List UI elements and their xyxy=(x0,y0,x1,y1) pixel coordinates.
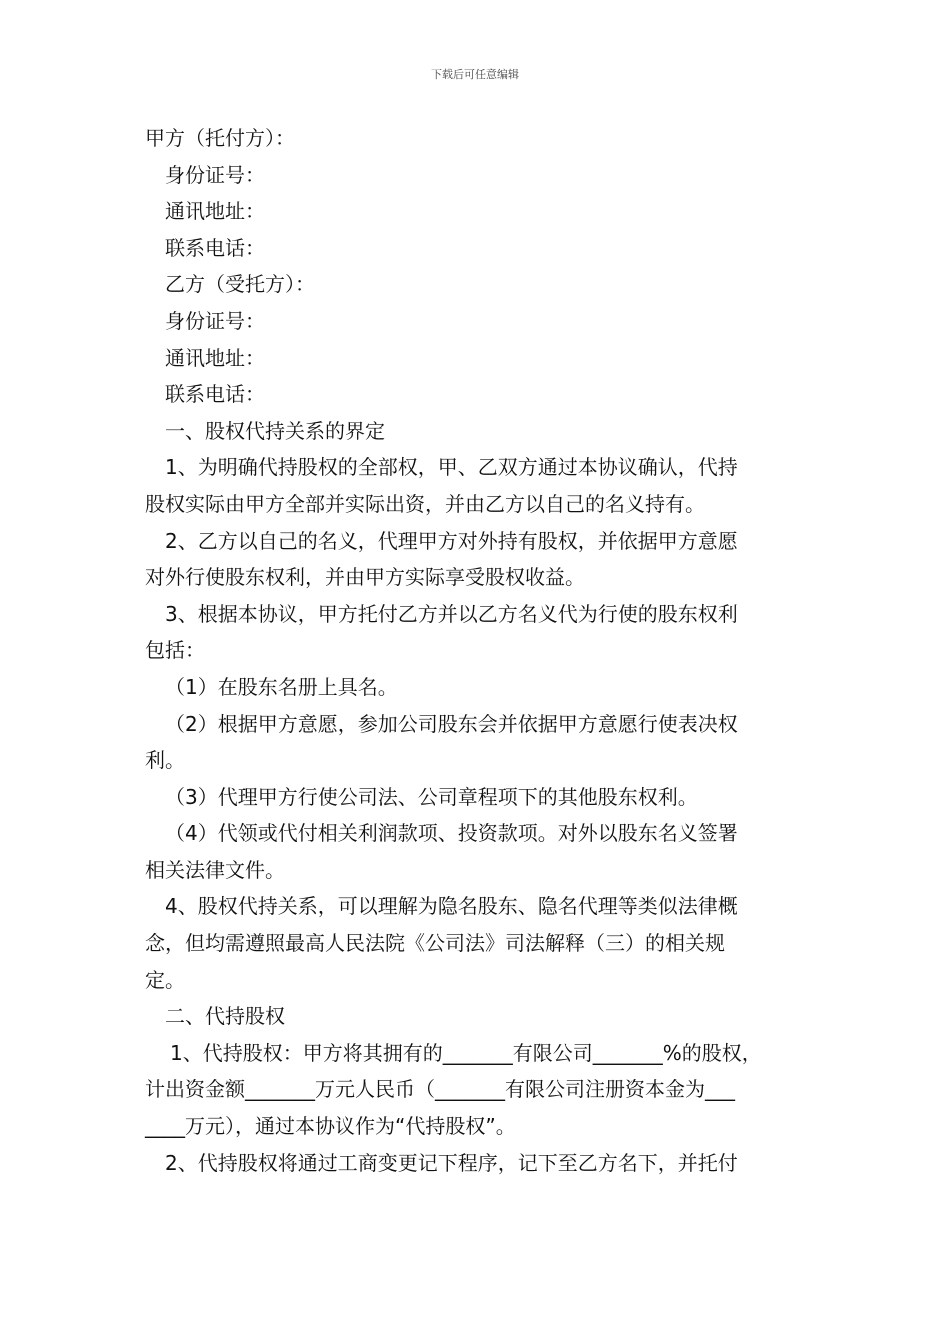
document-line: 1、为明确代持股权的全部权，甲、乙双方通过本协议确认，代持 xyxy=(165,455,738,480)
document-line: （1）在股东名册上具名。 xyxy=(165,674,398,699)
document-line: 通讯地址： xyxy=(165,345,265,370)
document-line: ____万元），通过本协议作为“代持股权”。 xyxy=(145,1114,516,1139)
document-body xyxy=(145,120,810,1181)
document-line: 身份证号： xyxy=(165,308,265,333)
page-header: 下载后可任意编辑 xyxy=(431,68,519,81)
document-line: 相关法律文件。 xyxy=(145,857,285,882)
document-line: 定。 xyxy=(145,967,185,992)
document-line: 2、乙方以自己的名义，代理甲方对外持有股权，并依据甲方意愿 xyxy=(165,528,738,553)
document-line: 甲方（托付方）： xyxy=(145,126,295,150)
document-line: （2）根据甲方意愿，参加公司股东会并依据甲方意愿行使表决权 xyxy=(165,711,738,736)
document-line: 1、代持股权：甲方将其拥有的_______有限公司_______%的股权， xyxy=(170,1040,762,1065)
document-line: 股权实际由甲方全部并实际出资，并由乙方以自己的名义持有。 xyxy=(145,491,705,516)
document-line: 一、股权代持关系的界定 xyxy=(165,418,385,443)
document-line: 2、代持股权将通过工商变更记下程序，记下至乙方名下，并托付 xyxy=(165,1150,738,1175)
document-line: 计出资金额_______万元人民币（_______有限公司注册资本金为___ xyxy=(145,1077,735,1102)
document-line: 4、股权代持关系，可以理解为隐名股东、隐名代理等类似法律概 xyxy=(165,894,738,919)
document-line: 包括： xyxy=(145,638,205,663)
document-line: 3、根据本协议，甲方托付乙方并以乙方名义代为行使的股东权利 xyxy=(165,601,738,626)
document-line: 通讯地址： xyxy=(165,199,265,224)
document-line: 对外行使股东权利，并由甲方实际享受股权收益。 xyxy=(145,565,585,590)
document-line: 联系电话： xyxy=(165,235,265,260)
document-line: 联系电话： xyxy=(165,382,265,407)
document-line: （4）代领或代付相关利润款项、投资款项。对外以股东名义签署 xyxy=(165,821,738,846)
document-line: 利。 xyxy=(145,748,185,773)
document-line: 乙方（受托方）： xyxy=(165,272,315,297)
document-line: 身份证号： xyxy=(165,162,265,187)
document-line: 二、代持股权 xyxy=(165,1004,285,1029)
document-line: （3）代理甲方行使公司法、公司章程项下的其他股东权利。 xyxy=(165,784,698,809)
document-line: 念，但均需遵照最高人民法院《公司法》司法解释（三）的相关规 xyxy=(145,931,725,956)
